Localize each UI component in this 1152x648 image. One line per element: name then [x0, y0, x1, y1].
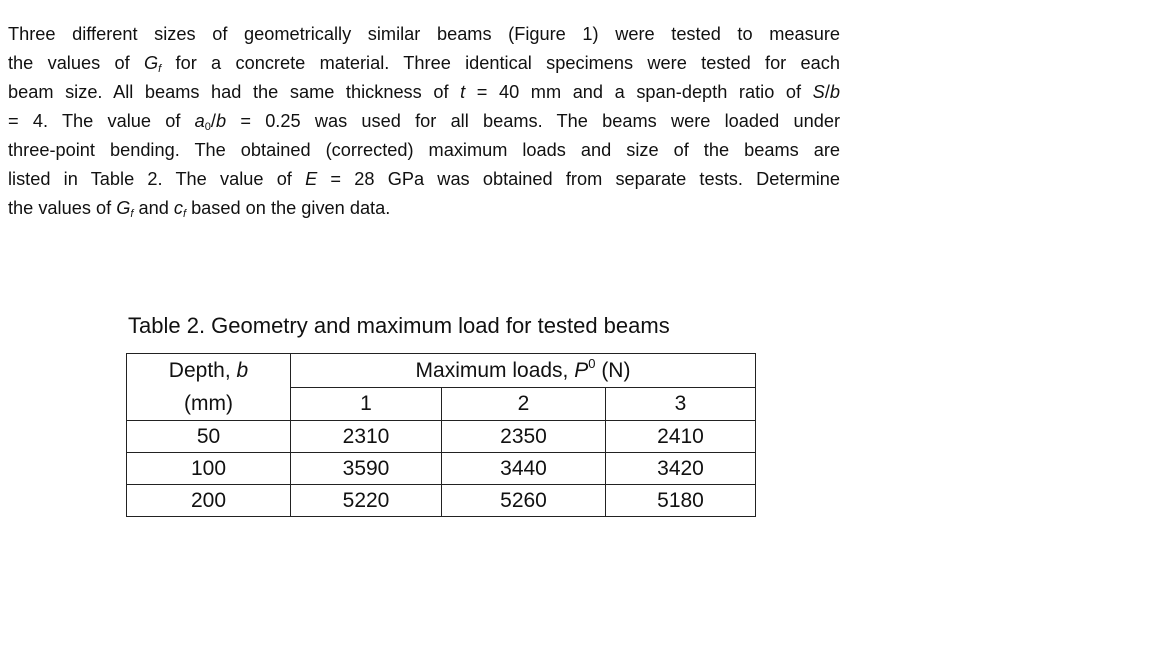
- problem-line: the values of $G_f$ for a concrete material. Three identical specimens were tested for each: [8, 53, 840, 75]
- depth-symbol: b: [236, 359, 249, 382]
- table-row: [127, 485, 756, 517]
- problem-line: three-point bending. The obtained (corrected) maximum loads and size of the beams are: [8, 140, 840, 160]
- load-cell: 3440: [442, 453, 606, 485]
- load-cell: 2410: [606, 421, 756, 453]
- specimen-label: 1: [291, 387, 442, 421]
- load-symbol: P: [574, 358, 589, 382]
- depth-unit: (mm): [184, 392, 233, 415]
- loads-column-header: [291, 354, 756, 388]
- table-caption: Table 2. Geometry and maximum load for tested beams: [128, 313, 670, 338]
- load-cell: 3420: [606, 453, 756, 485]
- load-cell: 2350: [442, 421, 606, 453]
- depth-header-prefix: Depth,: [168, 359, 237, 382]
- load-cell: 3590: [291, 453, 442, 485]
- problem-line: listed in Table 2. The value of E = 28 GPa was obtained from separate tests. Determine: [8, 169, 841, 189]
- table-header-row: [127, 354, 756, 388]
- loads-header-prefix: Maximum loads,: [415, 358, 575, 382]
- problem-line: beam size. All beams had the same thickness of t = 40 mm and a span-depth ratio of S/b: [8, 82, 840, 102]
- load-cell: 5260: [442, 485, 606, 517]
- depth-cell: 200: [127, 485, 291, 517]
- depth-cell: 100: [127, 453, 291, 485]
- specimen-label: 2: [442, 387, 606, 421]
- load-cell: 2310: [291, 421, 442, 453]
- problem-line: Three different sizes of geometrically similar beams (Figure 1) were tested to measure: [8, 24, 840, 44]
- specimen-label: 3: [606, 387, 756, 421]
- load-cell: 5180: [606, 485, 756, 517]
- problem-line: = 4. The value of $a_0/b = 0.25$ was used for all beams. The beams were loaded under: [8, 111, 840, 133]
- load-cell: 5220: [291, 485, 442, 517]
- depth-cell: 50: [127, 421, 291, 453]
- load-superscript: 0: [588, 355, 596, 371]
- table-row: [127, 421, 756, 453]
- problem-statement: [8, 20, 840, 223]
- table-row: [127, 453, 756, 485]
- problem-line: the values of $G_f$ and $c_f$ based on the given data.: [8, 198, 391, 220]
- loads-header-suffix: (N): [595, 358, 631, 382]
- depth-column-header: [127, 354, 291, 421]
- beam-load-table: [126, 353, 756, 517]
